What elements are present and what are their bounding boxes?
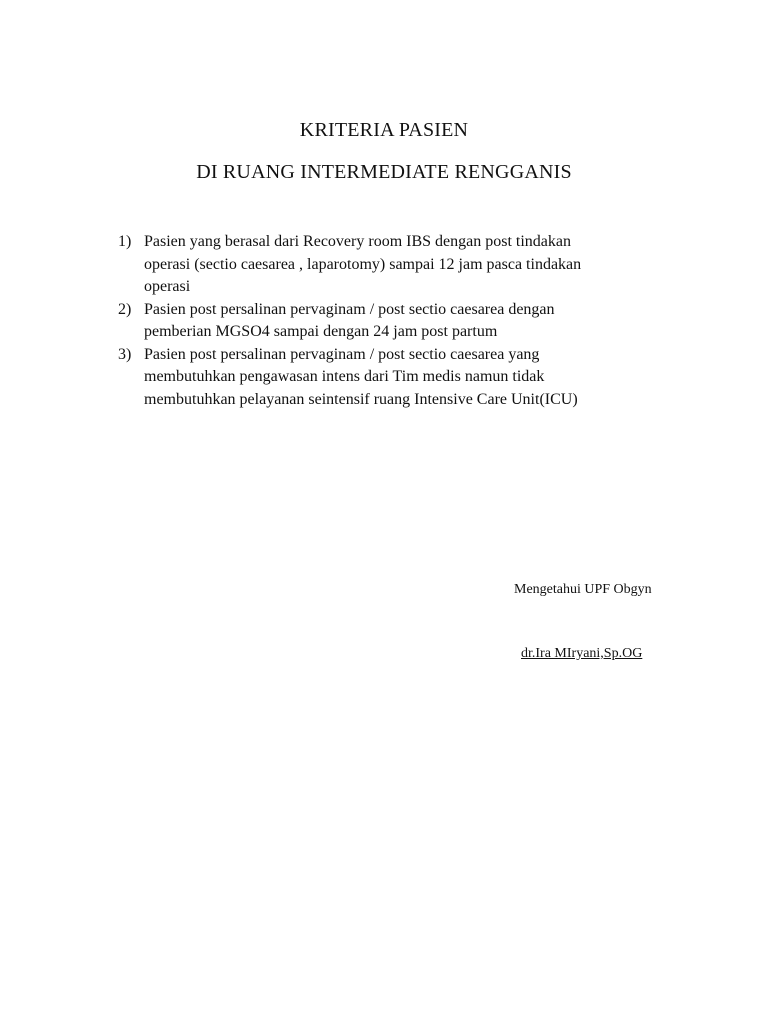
criteria-item: [118, 231, 678, 299]
criteria-line: Pasien post persalinan pervaginam / post sectio caesarea dengan: [144, 300, 555, 318]
criteria-line: pemberian MGSO4 sampai dengan 24 jam post partum: [144, 323, 498, 340]
criteria-line: membutuhkan pengawasan intens dari Tim medis namun tidak: [144, 368, 545, 385]
criteria-item: [118, 344, 678, 412]
criteria-text: [144, 299, 678, 344]
criteria-line: operasi: [144, 278, 191, 295]
signature-label: Mengetahui UPF Obgyn: [514, 582, 652, 597]
document-title: KRITERIA PASIEN: [299, 119, 469, 141]
criteria-list: [118, 231, 678, 411]
criteria-number: 3): [118, 345, 132, 363]
criteria-line: Pasien yang berasal dari Recovery room IBS dengan post tindakan: [144, 233, 571, 250]
criteria-text: [144, 231, 678, 299]
document-subtitle: DI RUANG INTERMEDIATE RENGGANIS: [196, 161, 572, 183]
criteria-text: [144, 344, 678, 412]
criteria-item: [118, 299, 678, 344]
criteria-line: Pasien post persalinan pervaginam / post sectio caesarea yang: [144, 345, 540, 363]
signature-name: dr.Ira MIryani,Sp.OG: [521, 646, 643, 661]
criteria-line: operasi (sectio caesarea , laparotomy) sampai 12 jam pasca tindakan: [144, 255, 582, 273]
criteria-line: membutuhkan pelayanan seintensif ruang Intensive Care Unit(ICU): [144, 390, 578, 408]
criteria-number: 2): [118, 300, 132, 318]
criteria-number: 1): [118, 233, 132, 250]
